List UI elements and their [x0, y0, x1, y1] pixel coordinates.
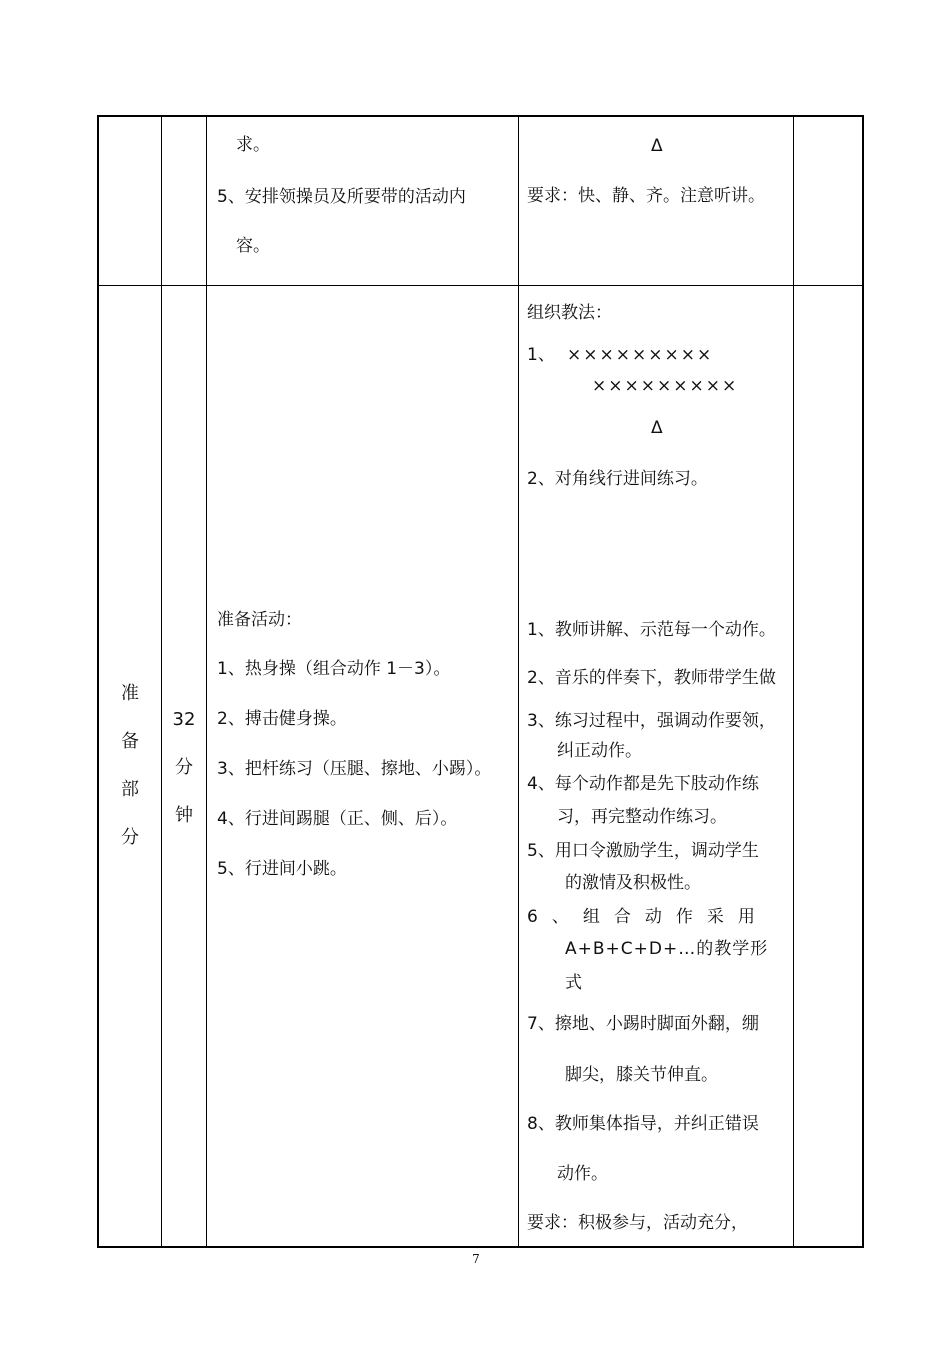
top-content-line: 容。 [236, 236, 270, 256]
diagonal-practice: 2、对角线行进间练习。 [527, 469, 708, 489]
column-divider [161, 117, 162, 1246]
org-step-cont: 动作。 [557, 1164, 608, 1184]
column-divider [793, 117, 794, 1246]
requirement-line: 要求：积极参与，活动充分， [527, 1213, 748, 1233]
org-step-cont: A+B+C+D+…的教学形 [565, 939, 769, 959]
org-step: 5、用口令激励学生，调动学生 [527, 841, 759, 861]
prep-item: 1、热身操（组合动作 1－3）。 [217, 659, 451, 679]
org-step-cont: 的激情及积极性。 [565, 873, 701, 893]
column-divider [518, 117, 519, 1246]
org-step-cont: 脚尖，膝关节伸直。 [565, 1065, 718, 1085]
page-number: 7 [472, 1252, 480, 1266]
section-label-char: 备 [121, 731, 139, 752]
row-divider [99, 285, 862, 286]
formation-row: ××××××××× [592, 376, 739, 396]
prep-content-title: 准备活动： [217, 610, 302, 630]
top-content-line: 求。 [236, 135, 270, 155]
column-divider [206, 117, 207, 1246]
org-step: 2、音乐的伴奏下，教师带学生做 [527, 668, 776, 688]
org-step-cont: 纠正动作。 [557, 741, 642, 761]
org-step: 4、每个动作都是先下肢动作练 [527, 774, 759, 794]
org-step: 8、教师集体指导，并纠正错误 [527, 1114, 759, 1134]
time-unit-char: 钟 [175, 805, 193, 826]
org-step: 6、组合动作采用 [527, 907, 769, 927]
time-unit-char: 分 [175, 757, 193, 778]
lesson-plan-table [97, 115, 864, 1248]
prep-item: 3、把杆练习（压腿、擦地、小踢）。 [217, 759, 492, 779]
prep-item: 2、搏击健身操。 [217, 709, 347, 729]
formation-row: ××××××××× [567, 345, 714, 365]
section-label-char: 部 [121, 779, 139, 800]
org-step-cont: 习，再完整动作练习。 [557, 807, 727, 827]
org-step: 3、练习过程中，强调动作要领， [527, 711, 776, 731]
section-label-char: 分 [121, 827, 139, 848]
org-title: 组织教法： [527, 303, 612, 323]
time-value: 32 [172, 709, 196, 730]
prep-item: 4、行进间踢腿（正、侧、后）。 [217, 809, 458, 829]
prep-item: 5、行进间小跳。 [217, 859, 347, 879]
org-step: 7、擦地、小踢时脚面外翻，绷 [527, 1014, 759, 1034]
section-label-char: 准 [121, 683, 139, 704]
teacher-triangle: Δ [651, 136, 663, 156]
top-content-line: 5、安排领操员及所要带的活动内 [217, 187, 466, 207]
org-step-cont: 式 [565, 973, 582, 993]
org-step: 1、教师讲解、示范每一个动作。 [527, 620, 776, 640]
formation-label: 1、 [527, 345, 555, 365]
teacher-triangle: Δ [651, 418, 663, 438]
top-requirement: 要求：快、静、齐。注意听讲。 [527, 186, 765, 206]
